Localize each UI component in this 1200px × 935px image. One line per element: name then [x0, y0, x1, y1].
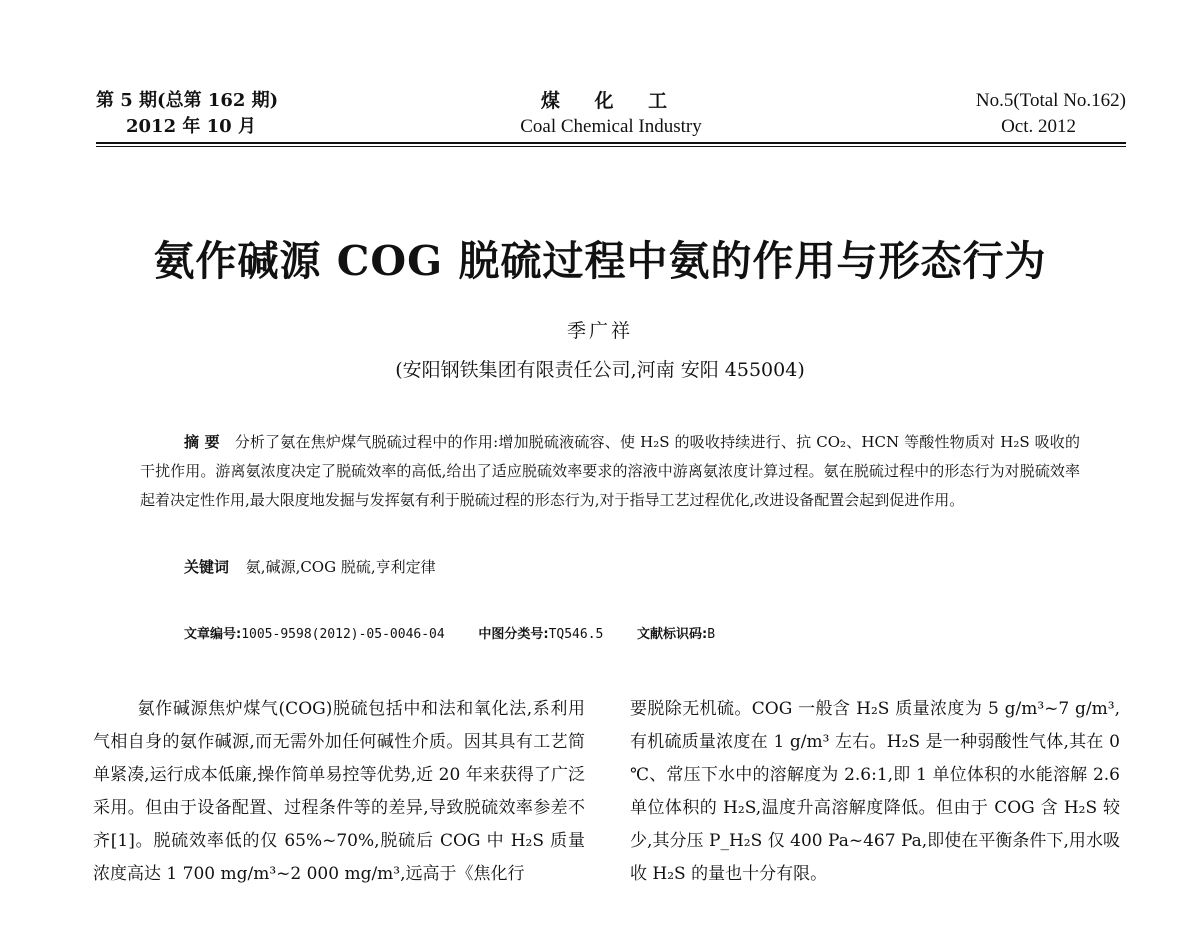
abstract-label: 摘 要 — [184, 433, 220, 451]
article-meta — [184, 623, 715, 642]
date-cn: 2012 年 10 月 — [126, 116, 256, 137]
issue-cn: 第 5 期(总第 162 期) — [96, 90, 279, 111]
clc-label: 中图分类号: — [478, 627, 549, 642]
abstract — [140, 428, 1080, 515]
header-center — [96, 88, 1126, 140]
date-en: Oct. 2012 — [1001, 116, 1076, 137]
body-column-left — [93, 693, 585, 891]
journal-title-en: Coal Chemical Industry — [520, 116, 702, 137]
clc-number: TQ546.5 — [548, 627, 604, 642]
body-column-right — [630, 693, 1120, 891]
abstract-text: 分析了氨在焦炉煤气脱硫过程中的作用:增加脱硫液硫容、使 H₂S 的吸收持续进行、抗 CO₂、HCN 等酸性物质对 H₂S 吸收的干扰作用。游离氨浓度决定了脱硫效率的高低,给出了适应脱硫效率要求的溶液中游离氨浓度计算过程。氨在脱硫过程中的形态行为对脱硫效率起着决定性作用,最大限度地发掘与发挥氨有利于脱硫过程的形态行为,对于指导工艺过程优化,改进设备配置会起到促进作用。 — [140, 433, 1080, 509]
header-rule-thick — [96, 142, 1126, 144]
body-left-text: 氨作碱源焦炉煤气(COG)脱硫包括中和法和氧化法,系利用气相自身的氨作碱源,而无需外加任何碱性介质。因其具有工艺简单紧凑,运行成本低廉,操作简单易控等优势,近 20 年来获得了广泛采用。但由于设备配置、过程条件等的差异,导致脱硫效率参差不齐[1]。脱硫效率低的仅 65%~70%,脱硫后 COG 中 H₂S 质量浓度高达 1 700 mg/m³~2 000 mg/m³,远高于《焦化行 — [93, 699, 585, 884]
article-no: 1005-9598(2012)-05-0046-04 — [241, 627, 445, 642]
header-rule-thin — [96, 146, 1126, 147]
doc-code: B — [707, 627, 716, 642]
article-title: 氨作碱源 COG 脱硫过程中氨的作用与形态行为 — [153, 237, 1047, 285]
issue-en: No.5(Total No.162) — [975, 90, 1126, 111]
keywords-text: 氨,碱源,COG 脱硫,亨利定律 — [245, 558, 436, 576]
affiliation: (安阳钢铁集团有限责任公司,河南 安阳 455004) — [395, 359, 805, 381]
header-right — [976, 88, 1126, 140]
body-right-text: 要脱除无机硫。COG 一般含 H₂S 质量浓度为 5 g/m³~7 g/m³,有机硫质量浓度在 1 g/m³ 左右。H₂S 是一种弱酸性气体,其在 0 ℃、常压下水中的溶解度为 2.6:1,即 1 单位体积的水能溶解 2.6 单位体积的 H₂S,温度升高溶解度降低。但由于 COG 含 H₂S 较少,其分压 P_H₂S 仅 400 Pa~467 Pa,即使在平衡条件下,用水吸收 H₂S 的量也十分有限。 — [630, 699, 1120, 884]
article-no-label: 文章编号: — [184, 627, 242, 642]
journal-title-cn: 煤 化 工 — [540, 90, 682, 112]
keywords — [184, 554, 436, 580]
keywords-label: 关键词 — [184, 558, 230, 576]
running-header — [96, 88, 1126, 140]
author: 季广祥 — [566, 320, 633, 342]
doc-code-label: 文献标识码: — [637, 627, 708, 642]
